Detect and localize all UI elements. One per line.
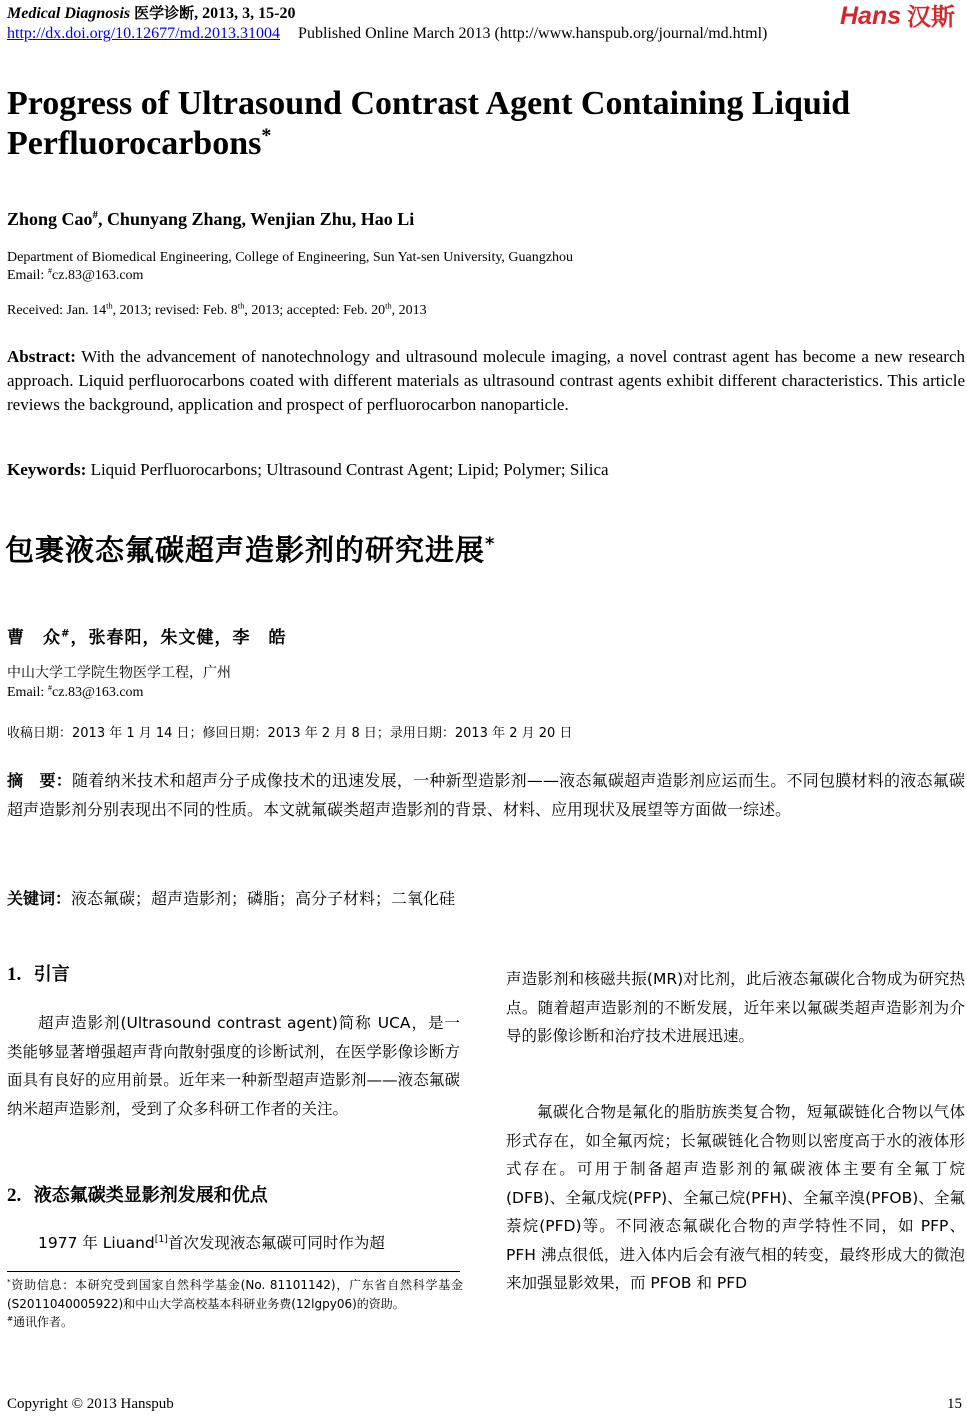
published-online: Published Online March 2013 (http://www.hanspub.org/journal/md.html) bbox=[298, 25, 768, 42]
english-abstract: Abstract: With the advancement of nanotechnology and ultrasound molecule imaging, a novel contrast agent has become a new research approach. Liquid perfluorocarbons coated with different materials as ultrasound contrast agents exhibit different characteristics. This article reviews the background, application and prospect of perfluorocarbon nanoparticle. bbox=[7, 347, 966, 414]
page-number: 15 bbox=[947, 1396, 962, 1412]
title-footnote-mark: * bbox=[261, 124, 272, 147]
paragraph-intro: 超声造影剂(Ultrasound contrast agent)简称 UCA，是一类能够显著增强超声背向散射强度的诊断试剂，在医学影像诊断方面具有良好的应用前景。近年来一种新型超声造影剂——液态氟碳纳米超声造影剂，受到了众多科研工作者的关注。 bbox=[7, 1014, 460, 1118]
paragraph-history-start: 1977 年 Liuand[1]首次发现液态氟碳可同时作为超 bbox=[38, 1233, 385, 1252]
hans-logo bbox=[839, 0, 963, 32]
english-affiliation: Department of Biomedical Engineering, College of Engineering, Sun Yat-sen University, Guangzhou Email: #cz.83@163.com bbox=[7, 250, 573, 283]
chinese-email: Email: #cz.83@163.com bbox=[7, 683, 144, 700]
footnote-divider bbox=[7, 1271, 460, 1272]
citation-ref: [1] bbox=[154, 1233, 168, 1245]
chinese-affiliation: 中山大学工学院生物医学工程，广州 Email: #cz.83@163.com bbox=[7, 665, 231, 700]
keywords-label: Keywords: bbox=[7, 460, 87, 479]
abstract-label: Abstract: bbox=[7, 347, 76, 366]
chinese-received-dates: 收稿日期：2013 年 1 月 14 日；修回日期：2013 年 2 月 8 日；录用日期：2013 年 2 月 20 日 bbox=[7, 726, 573, 741]
english-authors: Zhong Cao#, Chunyang Zhang, Wenjian Zhu, Hao Li bbox=[7, 209, 415, 229]
journal-name-cn: 医学诊断 bbox=[134, 4, 195, 22]
english-received-dates: Received: Jan. 14th, 2013; revised: Feb. 8th, 2013; accepted: Feb. 20th, 2013 bbox=[7, 301, 427, 318]
chinese-authors: 曹 众#，张春阳，朱文健，李 皓 bbox=[7, 627, 287, 648]
section-1-heading: 1. 引言 bbox=[7, 964, 70, 985]
section-2-heading: 2. 液态氟碳类显影剂发展和优点 bbox=[7, 1185, 268, 1206]
footnotes: *资助信息：本研究受到国家自然科学基金(No. 81101142)，广东省自然科学基金(S2011040005922)和中山大学高校基本科研业务费(12lgpy06)的资助。 #通讯作者。 bbox=[7, 1277, 463, 1329]
doi-link[interactable]: http://dx.doi.org/10.12677/md.2013.31004 bbox=[7, 25, 281, 42]
journal-header bbox=[7, 2, 295, 23]
paragraph-history-cont: 声造影剂和核磁共振(MR)对比剂，此后液态氟碳化合物成为研究热点。随着超声造影剂的不断发展，近年来以氟碳类超声造影剂为介导的影像诊断和治疗技术进展迅速。 bbox=[506, 970, 965, 1045]
chinese-abstract: 摘 要：随着纳米技术和超声分子成像技术的迅速发展，一种新型造影剂——液态氟碳超声造影剂应运而生。不同包膜材料的液态氟碳超声造影剂分别表现出不同的性质。本文就氟碳类超声造影剂的背景、材料、应用现状及展望等方面做一综述。 bbox=[7, 771, 965, 819]
chinese-keywords: 关键词：液态氟碳；超声造影剂；磷脂；高分子材料；二氧化硅 bbox=[7, 889, 456, 908]
footer-copyright: Copyright © 2013 Hanspub bbox=[7, 1396, 174, 1412]
chinese-title: 包裹液态氟碳超声造影剂的研究进展* bbox=[5, 533, 496, 567]
chinese-keywords-label: 关键词： bbox=[7, 889, 72, 908]
chinese-abstract-label: 摘 要： bbox=[7, 771, 72, 790]
logo-text-cn: 汉斯 bbox=[907, 3, 955, 31]
logo-text-en: Hans bbox=[840, 2, 902, 30]
journal-name-en: Medical Diagnosis bbox=[7, 5, 131, 22]
paragraph-perfluorocarbons: 氟碳化合物是氟化的脂肪族类复合物，短氟碳链化合物以气体形式存在，如全氟丙烷；长氟碳链化合物则以密度高于水的液体形式存在。可用于制备超声造影剂的氟碳液体主要有全氟丁烷(DFB)、全氟戊烷(PFP)、全氟己烷(PFH)、全氟辛溴(PFOB)、全氟萘烷(PFD)等。不同液态氟碳化合物的声学特性不同，如 PFP、PFH 沸点很低，进入体内后会有液气相的转变，最终形成大的微泡来加强显影效果，而 PFOB 和 PFD bbox=[506, 1103, 965, 1292]
english-keywords: Keywords: Liquid Perfluorocarbons; Ultrasound Contrast Agent; Lipid; Polymer; Silica bbox=[7, 460, 609, 479]
english-email: Email: #cz.83@163.com bbox=[7, 266, 144, 283]
doi-line bbox=[7, 25, 767, 43]
journal-volume: , 2013, 3, 15-20 bbox=[194, 5, 296, 22]
english-title: Progress of Ultrasound Contrast Agent Containing Liquid Perfluorocarbons* bbox=[7, 85, 851, 162]
